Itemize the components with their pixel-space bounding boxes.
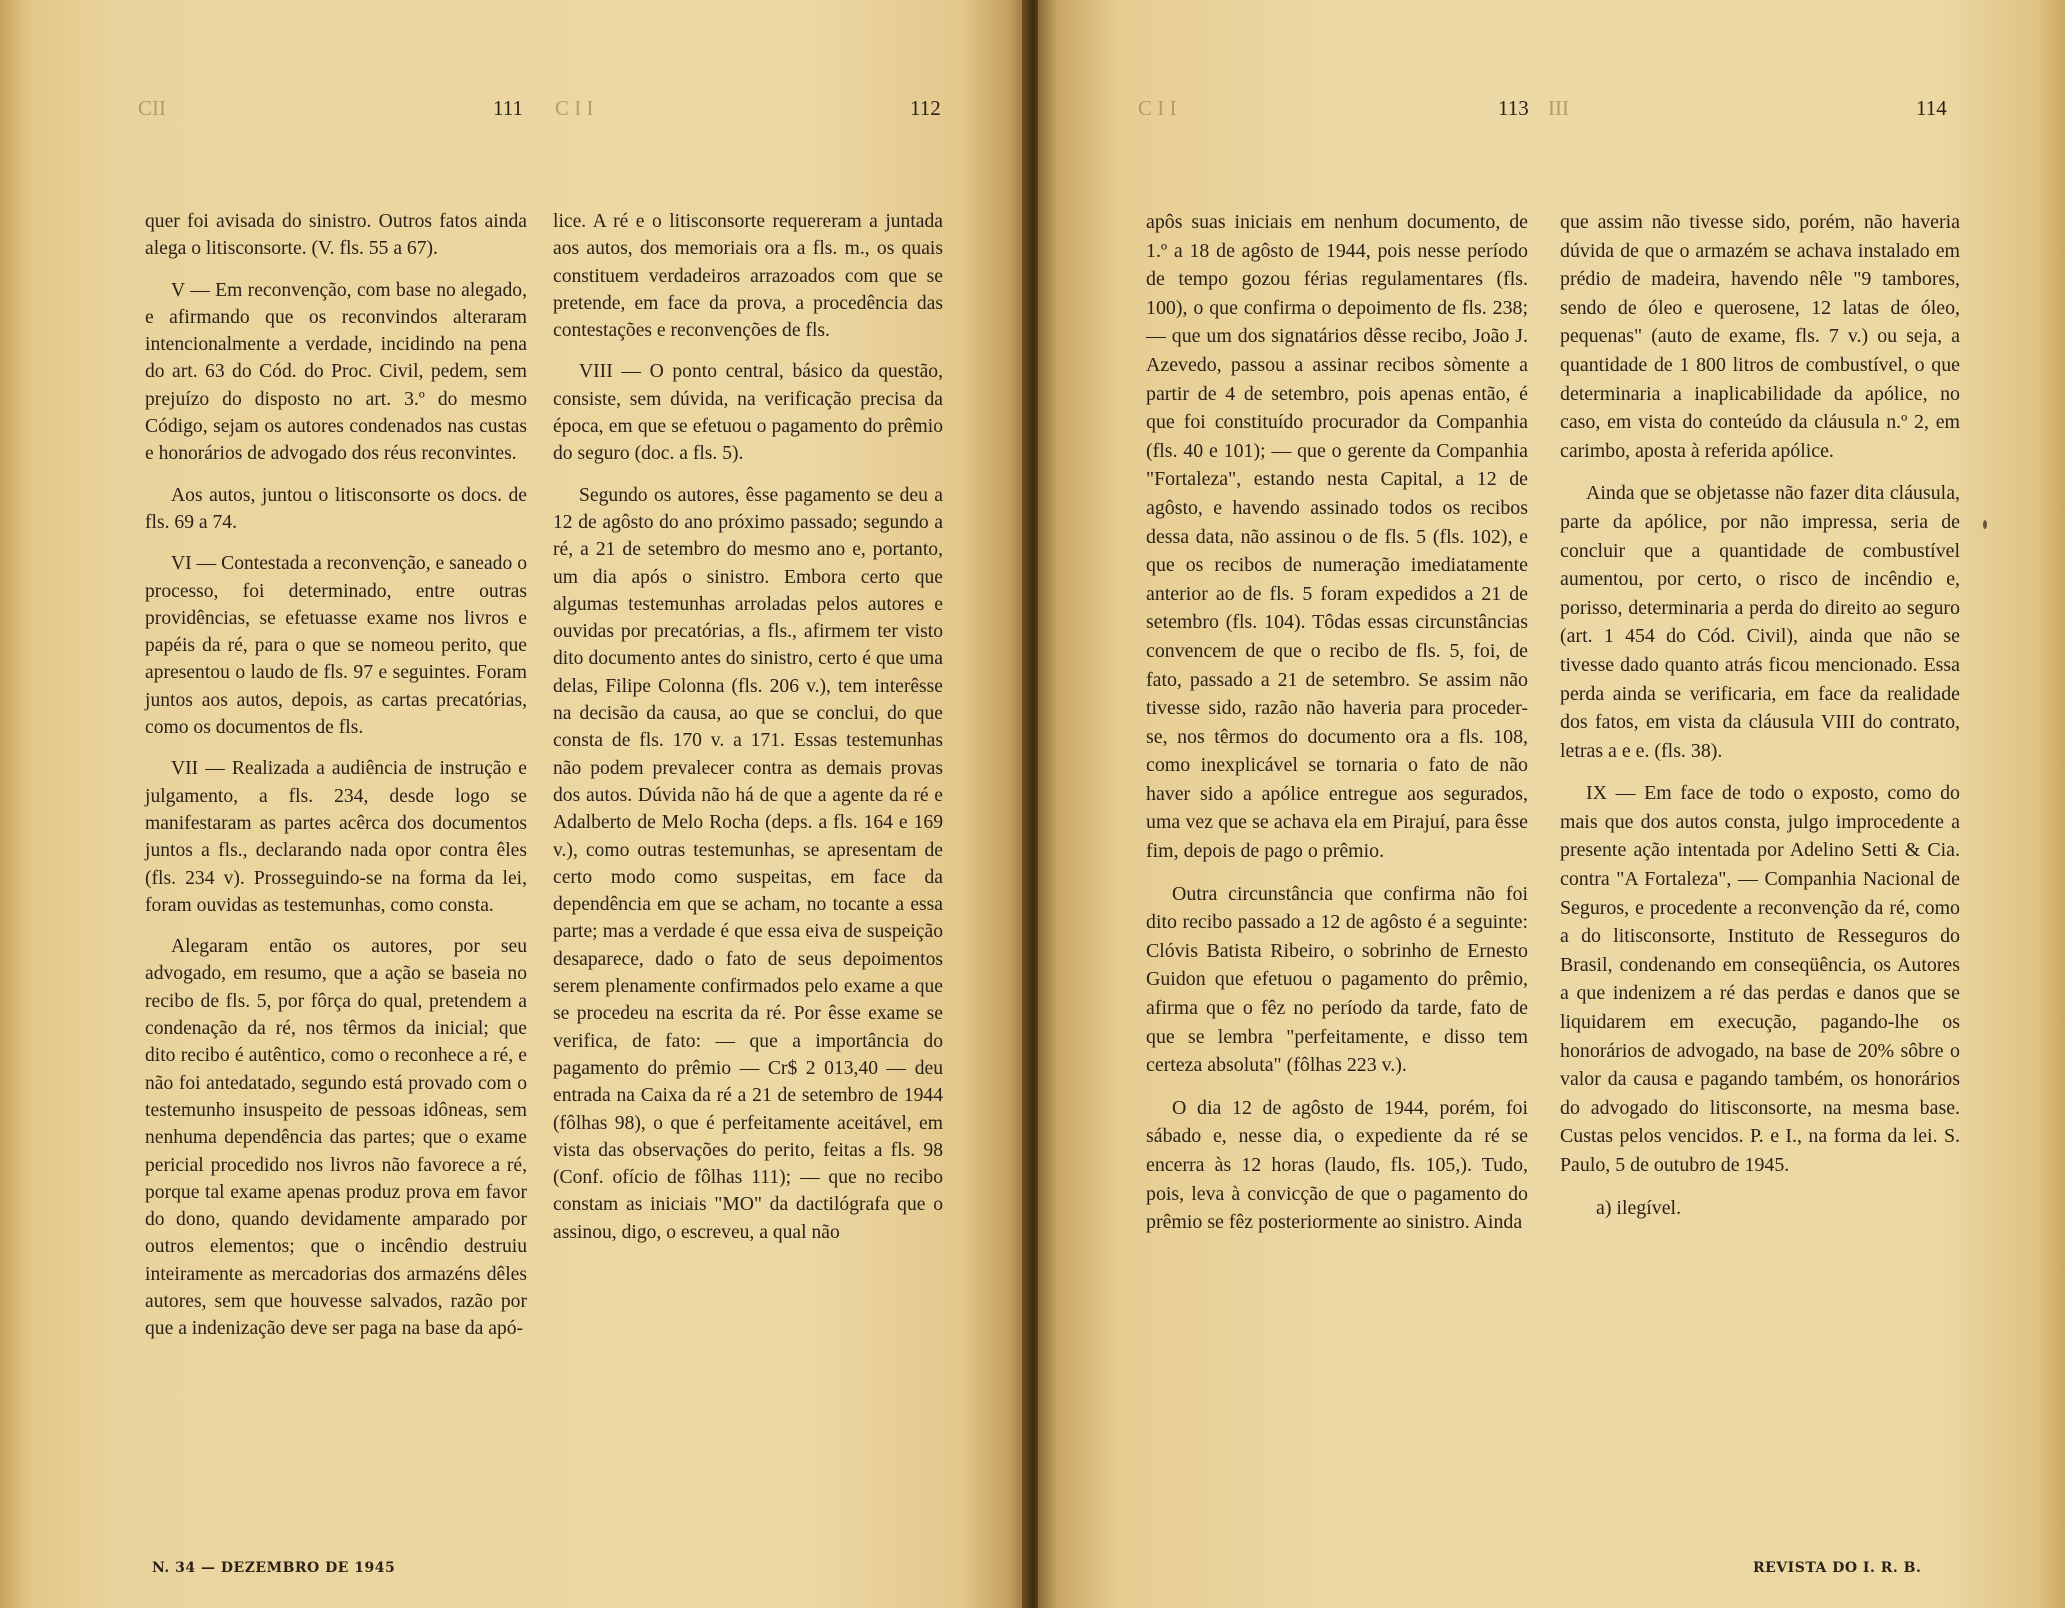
column-page-112 — [553, 208, 943, 1260]
page-number-114: 114 — [1916, 96, 1947, 120]
signature-line: a) ilegível. — [1596, 1196, 1682, 1219]
paragraph: VIII — O ponto central, básico da questão, consiste, sem dúvida, na verificação precisa da época, em que se efetuou o pagamento do prêmio do seguro (doc. a fls. 5). — [553, 361, 943, 465]
paragraph: Segundo os autores, êsse pagamento se deu a 12 de agôsto do ano próximo passado; segundo a ré, a 21 de setembro do mesmo ano e, portanto, um dia após o sinistro. Embora certo que algumas testemunhas arroladas pelos autores e ouvidas por precatórias, a fls., afirmem ter visto dito documento antes do sinistro, certo é que uma delas, Filipe Colonna (fls. 206 v.), tem interêsse na decisão da causa, ao que se conclui, do que consta de fls. 170 v. a 171. Essas testemunhas não podem prevalecer contra as demais provas dos autos. Dúvida não há de que a agente da ré e Adalberto de Melo Rocha (deps. a fls. 164 e 169 v.), como outras testemunhas, se apresentam de certo modo como suspeitas, em face da dependência em que se acham, no tocante a essa parte; mas a verdade é que essa eiva de suspeição desaparece, dado o fato de seus depoimentos serem plenamente confirmados pelo exame a que se procedeu na escrita da ré. Por êsse exame se verifica, de fato: — que a importância do pagamento do prêmio — Cr$ 2 013,40 — deu entrada na Caixa da ré a 21 de setembro de 1944 (fôlhas 98), o que é perfeitamente aceitável, em vista das observações do perito, feitas a fls. 98 (Conf. ofício de fôlhas 111); — que no recibo constam as iniciais "MO" da dactilógrafa que o assinou, digo, o escreveu, a qual não — [553, 484, 943, 1243]
paragraph: Aos autos, juntou o litisconsorte os docs. de fls. 69 a 74. — [145, 484, 527, 533]
column-page-114 — [1560, 208, 1960, 1236]
paragraph: O dia 12 de agôsto de 1944, porém, foi sábado e, nesse dia, o expediente da ré se encerra às 12 horas (laudo, fls. 105,). Tudo, pois, leva à convicção de que o pagamento do prêmio se fêz posteriormente ao sinistro. Ainda — [1146, 1096, 1528, 1234]
paragraph: Ainda que se objetasse não fazer dita cláusula, parte da apólice, por não impressa, seria de concluir que a quantidade de combustível aumentou, por certo, o risco de incêndio e, porisso, determinaria a perda do direito ao seguro (art. 1 454 do Cód. Civil), ainda que não se tivesse dado quanto atrás ficou mencionado. Essa perda ainda se verificaria, em face da realidade dos fatos, em vista da cláusula VIII do contrato, letras a e e. (fls. 38). — [1560, 482, 1960, 762]
left-page — [0, 0, 1030, 1608]
footer-issue: N. 34 — DEZEMBRO DE 1945 — [152, 1560, 396, 1576]
paragraph: VII — Realizada a audiência de instrução e julgamento, a fls. 234, desde logo se manifestaram as partes acêrca dos documentos juntos a fls., declarando nada opor contra êles (fls. 234 v). Prosseguindo-se na forma da lei, foram ouvidas as testemunhas, como consta. — [145, 758, 527, 916]
running-mark-113: C I I — [1138, 96, 1177, 120]
paragraph: lice. A ré e o litisconsorte requereram a juntada aos autos, dos memoriais ora a fls. m., os quais constituem verdadeiros arrazoados com que se pretende, em face da prova, a procedência das contestações e reconvenções de fls. — [553, 211, 943, 342]
paragraph: Outra circunstância que confirma não foi dito recibo passado a 12 de agôsto é a seguinte: Clóvis Batista Ribeiro, o sobrinho de Ernesto Guidon que efetuou o pagamento do prêmio, afirma que o fêz no período da tarde, fato de que se lembra "perfeitamente, e disso tem certeza absoluta" (fôlhas 223 v.). — [1146, 882, 1528, 1077]
running-mark-111: CII — [138, 96, 166, 120]
ink-speck — [1983, 520, 1987, 529]
running-mark-114: III — [1548, 96, 1569, 120]
page-number-112: 112 — [910, 96, 941, 120]
paragraph: Alegaram então os autores, por seu advogado, em resumo, que a ação se baseia no recibo de fls. 5, por fôrça do qual, pretendem a condenação da ré, nos têrmos da inicial; que dito recibo é autêntico, como o reconhece a ré, e não foi antedatado, segundo está provado com o testemunho insuspeito de pessoas idôneas, sem nenhuma dependência das partes; que o exame pericial procedido nos livros não favorece a ré, porque tal exame apenas produz prova em favor do dono, quando devidamente amparado por outros elementos; que o incêndio destruiu inteiramente as mercadorias dos armazéns dêles autores, sem que houvesse salvados, razão por que a indenização deve ser paga na base da apó- — [145, 936, 527, 1340]
page-number-113: 113 — [1498, 96, 1529, 120]
footer-journal: REVISTA DO I. R. B. — [1753, 1560, 1922, 1576]
running-mark-112: C I I — [555, 96, 594, 120]
column-page-111 — [145, 208, 527, 1357]
column-page-113 — [1146, 208, 1528, 1251]
paragraph: IX — Em face de todo o exposto, como do mais que dos autos consta, julgo improcedente a presente ação intentada por Adelino Setti & Cia. contra "A Fortaleza", — Companhia Nacional de Seguros, e procedente a reconvenção da ré, como a do litisconsorte, Instituto de Resseguros do Brasil, condenando em conseqüência, os Autores a que indenizem a ré das perdas e danos que se liquidarem em execução, pagando-lhe os honorários de advogado, na base de 20% sôbre o valor da causa e pagando também, os honorários do advogado do litisconsorte, na mesma base. Custas pelos vencidos. P. e I., na forma da lei. S. Paulo, 5 de outubro de 1945. — [1560, 782, 1960, 1176]
paragraph: VI — Contestada a reconvenção, e saneado o processo, foi determinado, entre outras providências, se efetuasse exame nos livros e papéis da ré, para o que se nomeou perito, que apresentou o laudo de fls. 97 e seguintes. Foram juntos aos autos, depois, as cartas precatórias, como os documentos de fls. — [145, 553, 527, 739]
right-page — [1038, 0, 2065, 1608]
paragraph: V — Em reconvenção, com base no alegado, e afirmando que os reconvindos alteraram intencionalmente a verdade, incidindo na pena do art. 63 do Cód. do Proc. Civil, pedem, sem prejuízo do disposto no art. 3.º do mesmo Código, sejam os autores condenados nas custas e honorários de advogado dos réus reconvintes. — [145, 279, 527, 465]
paragraph: que assim não tivesse sido, porém, não haveria dúvida de que o armazém se achava instalado em prédio de madeira, havendo nêle "9 tambores, sendo de óleo e querosene, 12 latas de óleo, pequenas" (auto de exame, fls. 7 v.) ou seja, a quantidade de 1 800 litros de combustível, o que determinaria a inaplicabilidade da apólice, no caso, em vista do conteúdo da cláusula n.º 2, em carimbo, aposta à referida apólice. — [1560, 211, 1960, 462]
paragraph: quer foi avisada do sinistro. Outros fatos ainda alega o litisconsorte. (V. fls. 55 a 67). — [145, 211, 527, 260]
page-number-111: 111 — [493, 96, 523, 120]
paragraph: apôs suas iniciais em nenhum documento, de 1.º a 18 de agôsto de 1944, pois nesse período de tempo gozou férias regulamentares (fls. 100), o que confirma o depoimento de fls. 238; — que um dos signatários dêsse recibo, João J. Azevedo, passou a assinar recibos sòmente a partir de 4 de setembro, pois apenas então, é que foi constituído procurador da Companhia (fls. 40 e 101); — que o gerente da Companhia "Fortaleza", estando nesta Capital, a 12 de agôsto, e havendo assinado todos os recibos dessa data, não assinou o de fls. 5 (fls. 102), e que os recibos de numeração imediatamente anterior ao de fls. 5 foram expedidos a 21 de setembro (fls. 104). Tôdas essas circunstâncias convencem de que o recibo de fls. 5, foi, de fato, passado a 21 de setembro. Se assim não tivesse sido, razão não haveria para proceder-se, nos têrmos do documento ora a fls. 108, como inexplicável se tornaria o fato de não haver sido a apólice entregue aos segurados, uma vez que se achava ela em Pirajuí, para êsse fim, depois de pago o prêmio. — [1146, 211, 1528, 863]
